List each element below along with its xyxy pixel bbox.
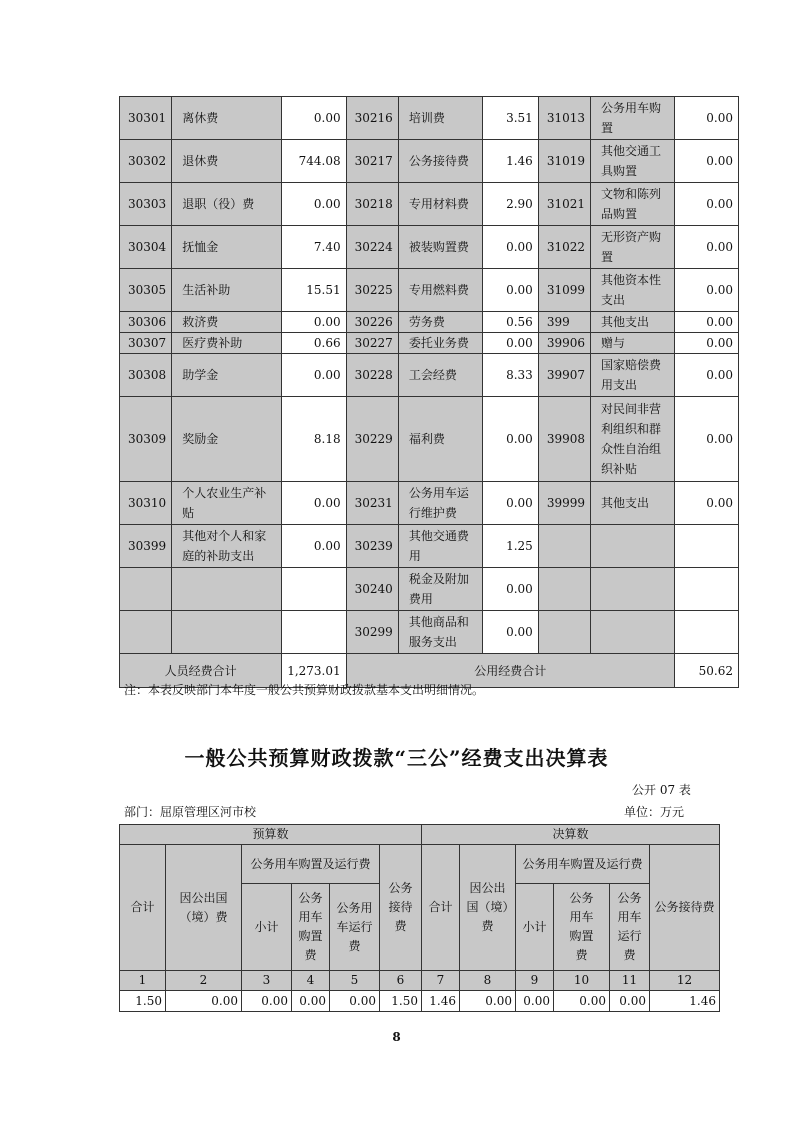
budget-subtotal-header: 小计 <box>242 884 292 971</box>
item-name: 个人农业生产补贴 <box>172 482 282 525</box>
budget-abroad-header: 因公出国（境）费 <box>166 845 242 971</box>
item-name: 公务用车购置 <box>591 97 675 140</box>
item-amount: 1.25 <box>482 525 538 568</box>
item-name: 无形资产购置 <box>591 226 675 269</box>
item-amount: 0.00 <box>675 140 739 183</box>
item-amount: 744.08 <box>282 140 346 183</box>
item-name: 福利费 <box>398 397 482 482</box>
value-cell: 1.46 <box>422 991 460 1012</box>
table-row <box>120 333 739 354</box>
item-name: 退职（役）费 <box>172 183 282 226</box>
item-code: 31021 <box>538 183 590 226</box>
item-code <box>538 611 590 654</box>
item-code: 30302 <box>120 140 172 183</box>
header-row-2 <box>120 845 720 884</box>
column-number: 2 <box>166 971 242 991</box>
item-amount: 0.00 <box>482 482 538 525</box>
column-number: 7 <box>422 971 460 991</box>
item-amount: 0.00 <box>282 183 346 226</box>
item-code: 30218 <box>346 183 398 226</box>
unit-label: 单位：万元 <box>624 805 685 819</box>
item-amount: 0.00 <box>482 568 538 611</box>
item-name: 其他交通工具购置 <box>591 140 675 183</box>
item-amount <box>282 568 346 611</box>
item-code: 30229 <box>346 397 398 482</box>
item-name: 对民间非营利组织和群众性自治组织补贴 <box>591 397 675 482</box>
column-number: 11 <box>610 971 650 991</box>
form-number: 公开 07 表 <box>632 783 691 797</box>
item-code <box>120 568 172 611</box>
item-name: 公务用车运行维护费 <box>398 482 482 525</box>
item-name: 其他支出 <box>591 312 675 333</box>
basic-expenditure-detail-table <box>119 96 739 688</box>
item-code: 30310 <box>120 482 172 525</box>
item-name <box>591 525 675 568</box>
item-code: 30299 <box>346 611 398 654</box>
item-name: 委托业务费 <box>398 333 482 354</box>
item-amount: 0.00 <box>482 611 538 654</box>
item-code: 31022 <box>538 226 590 269</box>
item-name: 工会经费 <box>398 354 482 397</box>
item-code: 30226 <box>346 312 398 333</box>
value-cell: 0.00 <box>554 991 610 1012</box>
department-label: 部门：屈原管理区河市校 <box>124 805 257 819</box>
item-code: 30309 <box>120 397 172 482</box>
item-amount: 8.33 <box>482 354 538 397</box>
budget-car-header: 公务用车购置及运行费 <box>242 845 380 884</box>
column-number-row <box>120 971 720 991</box>
item-name: 文物和陈列品购置 <box>591 183 675 226</box>
item-amount: 0.00 <box>482 269 538 312</box>
item-name: 奖励金 <box>172 397 282 482</box>
item-code: 30227 <box>346 333 398 354</box>
item-amount: 0.00 <box>675 97 739 140</box>
item-amount: 8.18 <box>282 397 346 482</box>
final-reception-header: 公务接待费 <box>650 845 720 971</box>
item-name: 救济费 <box>172 312 282 333</box>
item-amount: 2.90 <box>482 183 538 226</box>
item-amount: 0.00 <box>282 312 346 333</box>
table-row <box>120 312 739 333</box>
table-row <box>120 397 739 482</box>
item-code: 30308 <box>120 354 172 397</box>
item-code: 31013 <box>538 97 590 140</box>
column-number: 4 <box>292 971 330 991</box>
column-number: 8 <box>460 971 516 991</box>
item-amount: 0.00 <box>482 333 538 354</box>
table-row <box>120 97 739 140</box>
item-amount <box>675 611 739 654</box>
table-row <box>120 611 739 654</box>
page-title: 一般公共预算财政拨款“三公”经费支出决算表 <box>184 746 609 770</box>
item-code: 30239 <box>346 525 398 568</box>
item-code: 39906 <box>538 333 590 354</box>
value-cell: 1.50 <box>380 991 422 1012</box>
item-amount: 0.56 <box>482 312 538 333</box>
value-cell: 0.00 <box>242 991 292 1012</box>
item-code: 30304 <box>120 226 172 269</box>
three-public-expenses-table <box>119 824 720 1012</box>
item-code: 39907 <box>538 354 590 397</box>
item-code <box>538 568 590 611</box>
item-name <box>172 611 282 654</box>
table-row <box>120 354 739 397</box>
budget-header: 预算数 <box>120 825 422 845</box>
header-row-1 <box>120 825 720 845</box>
final-car-header: 公务用车购置及运行费 <box>516 845 650 884</box>
item-amount <box>675 568 739 611</box>
item-name: 其他交通费用 <box>398 525 482 568</box>
item-amount: 0.66 <box>282 333 346 354</box>
item-code: 39908 <box>538 397 590 482</box>
item-code <box>538 525 590 568</box>
table-row <box>120 140 739 183</box>
item-name: 生活补助 <box>172 269 282 312</box>
final-abroad-header: 因公出国（境）费 <box>460 845 516 971</box>
item-code: 39999 <box>538 482 590 525</box>
item-name: 助学金 <box>172 354 282 397</box>
column-number: 12 <box>650 971 720 991</box>
item-code: 399 <box>538 312 590 333</box>
item-code: 30307 <box>120 333 172 354</box>
item-code: 30305 <box>120 269 172 312</box>
budget-car-purchase-header: 公务用车购置费 <box>292 884 330 971</box>
item-amount: 0.00 <box>282 97 346 140</box>
item-code: 30225 <box>346 269 398 312</box>
item-name: 抚恤金 <box>172 226 282 269</box>
item-name: 其他商品和服务支出 <box>398 611 482 654</box>
public-total-value: 50.62 <box>675 654 739 688</box>
item-name: 国家赔偿费用支出 <box>591 354 675 397</box>
item-name: 医疗费补助 <box>172 333 282 354</box>
item-code: 30228 <box>346 354 398 397</box>
public-total-label: 公用经费合计 <box>346 654 674 688</box>
item-amount: 0.00 <box>675 312 739 333</box>
item-code: 30240 <box>346 568 398 611</box>
table-row <box>120 568 739 611</box>
item-amount: 0.00 <box>482 226 538 269</box>
item-name: 赠与 <box>591 333 675 354</box>
value-cell: 0.00 <box>330 991 380 1012</box>
final-car-operation-header: 公务用车运行费 <box>610 884 650 971</box>
item-amount: 0.00 <box>282 354 346 397</box>
item-code: 31099 <box>538 269 590 312</box>
budget-total-header: 合计 <box>120 845 166 971</box>
item-name: 退休费 <box>172 140 282 183</box>
value-cell: 1.46 <box>650 991 720 1012</box>
item-amount: 15.51 <box>282 269 346 312</box>
item-name <box>591 568 675 611</box>
item-code: 30303 <box>120 183 172 226</box>
item-name: 离休费 <box>172 97 282 140</box>
value-cell: 0.00 <box>610 991 650 1012</box>
values-row <box>120 991 720 1012</box>
item-code: 30306 <box>120 312 172 333</box>
item-name <box>591 611 675 654</box>
item-amount: 1.46 <box>482 140 538 183</box>
value-cell: 1.50 <box>120 991 166 1012</box>
table-row <box>120 525 739 568</box>
item-amount: 0.00 <box>675 397 739 482</box>
item-name: 公务接待费 <box>398 140 482 183</box>
item-amount: 0.00 <box>482 397 538 482</box>
item-amount: 0.00 <box>282 525 346 568</box>
table-row <box>120 482 739 525</box>
detail-table-body <box>120 97 739 654</box>
item-amount <box>282 611 346 654</box>
item-name: 劳务费 <box>398 312 482 333</box>
item-amount: 0.00 <box>675 354 739 397</box>
column-number: 10 <box>554 971 610 991</box>
table-row <box>120 183 739 226</box>
item-name: 其他支出 <box>591 482 675 525</box>
column-number: 1 <box>120 971 166 991</box>
value-cell: 0.00 <box>516 991 554 1012</box>
item-code: 30217 <box>346 140 398 183</box>
item-name: 专用材料费 <box>398 183 482 226</box>
value-cell: 0.00 <box>460 991 516 1012</box>
item-name: 其他对个人和家庭的补助支出 <box>172 525 282 568</box>
personnel-total-value: 1,273.01 <box>282 654 346 688</box>
item-amount: 3.51 <box>482 97 538 140</box>
item-amount: 0.00 <box>675 226 739 269</box>
item-code: 30301 <box>120 97 172 140</box>
budget-car-operation-header: 公务用车运行费 <box>330 884 380 971</box>
final-total-header: 合计 <box>422 845 460 971</box>
table-note: 注：本表反映部门本年度一般公共预算财政拨款基本支出明细情况。 <box>124 683 485 697</box>
page-number: 8 <box>392 1030 401 1044</box>
column-number: 9 <box>516 971 554 991</box>
personnel-total-label: 人员经费合计 <box>120 654 282 688</box>
item-name: 专用燃料费 <box>398 269 482 312</box>
item-amount: 0.00 <box>282 482 346 525</box>
column-number: 3 <box>242 971 292 991</box>
item-amount: 0.00 <box>675 183 739 226</box>
value-cell: 0.00 <box>166 991 242 1012</box>
item-amount: 7.40 <box>282 226 346 269</box>
item-name: 培训费 <box>398 97 482 140</box>
item-code: 30399 <box>120 525 172 568</box>
value-cell: 0.00 <box>292 991 330 1012</box>
column-number: 6 <box>380 971 422 991</box>
table-row <box>120 226 739 269</box>
item-code: 30216 <box>346 97 398 140</box>
item-name <box>172 568 282 611</box>
item-name: 税金及附加费用 <box>398 568 482 611</box>
final-car-purchase-header: 公务用车购置费 <box>554 884 610 971</box>
item-amount: 0.00 <box>675 333 739 354</box>
budget-reception-header: 公务接待费 <box>380 845 422 971</box>
item-amount: 0.00 <box>675 269 739 312</box>
item-name: 其他资本性支出 <box>591 269 675 312</box>
final-header: 决算数 <box>422 825 720 845</box>
item-code: 31019 <box>538 140 590 183</box>
item-amount <box>675 525 739 568</box>
item-code <box>120 611 172 654</box>
table-row <box>120 269 739 312</box>
item-code: 30231 <box>346 482 398 525</box>
column-number: 5 <box>330 971 380 991</box>
item-code: 30224 <box>346 226 398 269</box>
item-name: 被装购置费 <box>398 226 482 269</box>
final-subtotal-header: 小计 <box>516 884 554 971</box>
item-amount: 0.00 <box>675 482 739 525</box>
